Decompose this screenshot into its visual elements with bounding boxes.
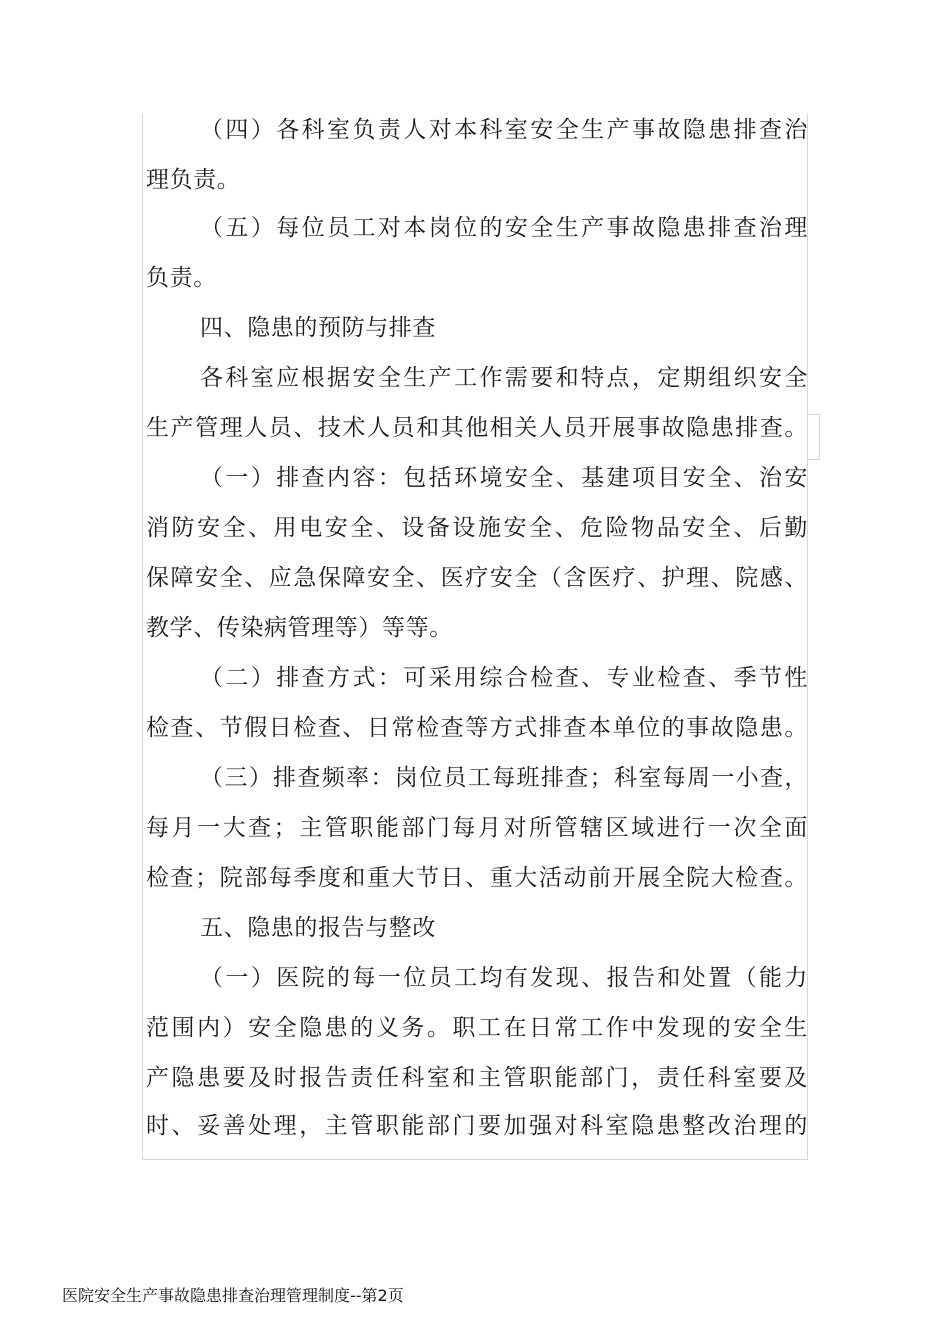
text-line-8: （一）排查内容：包括环境安全、基建项目安全、治安 bbox=[200, 465, 808, 491]
text-line-18: （一）医院的每一位员工均有发现、报告和处置（能力 bbox=[200, 965, 808, 991]
section-heading-4: 四、隐患的预防与排查 bbox=[200, 315, 436, 341]
text-line-10: 保障安全、应急保障安全、医疗安全（含医疗、护理、院感、 bbox=[146, 565, 808, 591]
text-line-3: （五）每位员工对本岗位的安全生产事故隐患排查治理 bbox=[200, 215, 808, 241]
text-line-1: （四）各科室负责人对本科室安全生产事故隐患排查治 bbox=[200, 117, 808, 143]
text-line-21: 时、妥善处理，主管职能部门要加强对科室隐患整改治理的 bbox=[146, 1113, 808, 1139]
text-line-20: 产隐患要及时报告责任科室和主管职能部门，责任科室要及 bbox=[146, 1065, 808, 1091]
text-line-2: 理负责。 bbox=[146, 167, 241, 193]
text-line-4: 负责。 bbox=[146, 265, 217, 291]
page-footer: 医院安全生产事故隐患排查治理管理制度--第2页 bbox=[62, 1286, 404, 1305]
text-line-12: （二）排查方式：可采用综合检查、专业检查、季节性 bbox=[200, 665, 808, 691]
text-line-7: 生产管理人员、技术人员和其他相关人员开展事故隐患排查。 bbox=[146, 415, 808, 441]
text-line-19: 范围内）安全隐患的义务。职工在日常工作中发现的安全生 bbox=[146, 1015, 808, 1041]
text-line-15: 每月一大查；主管职能部门每月对所管辖区域进行一次全面 bbox=[146, 815, 808, 841]
text-line-9: 消防安全、用电安全、设备设施安全、危险物品安全、后勤 bbox=[146, 515, 808, 541]
text-line-6: 各科室应根据安全生产工作需要和特点，定期组织安全 bbox=[200, 365, 808, 391]
text-line-16: 检查；院部每季度和重大节日、重大活动前开展全院大检查。 bbox=[146, 865, 808, 891]
text-line-14: （三）排查频率：岗位员工每班排查；科室每周一小查， bbox=[200, 765, 808, 791]
frame-notch bbox=[808, 414, 820, 460]
text-line-13: 检查、节假日检查、日常检查等方式排查本单位的事故隐患。 bbox=[146, 715, 808, 741]
section-heading-5: 五、隐患的报告与整改 bbox=[200, 915, 436, 941]
text-line-11: 教学、传染病管理等）等等。 bbox=[146, 615, 453, 641]
